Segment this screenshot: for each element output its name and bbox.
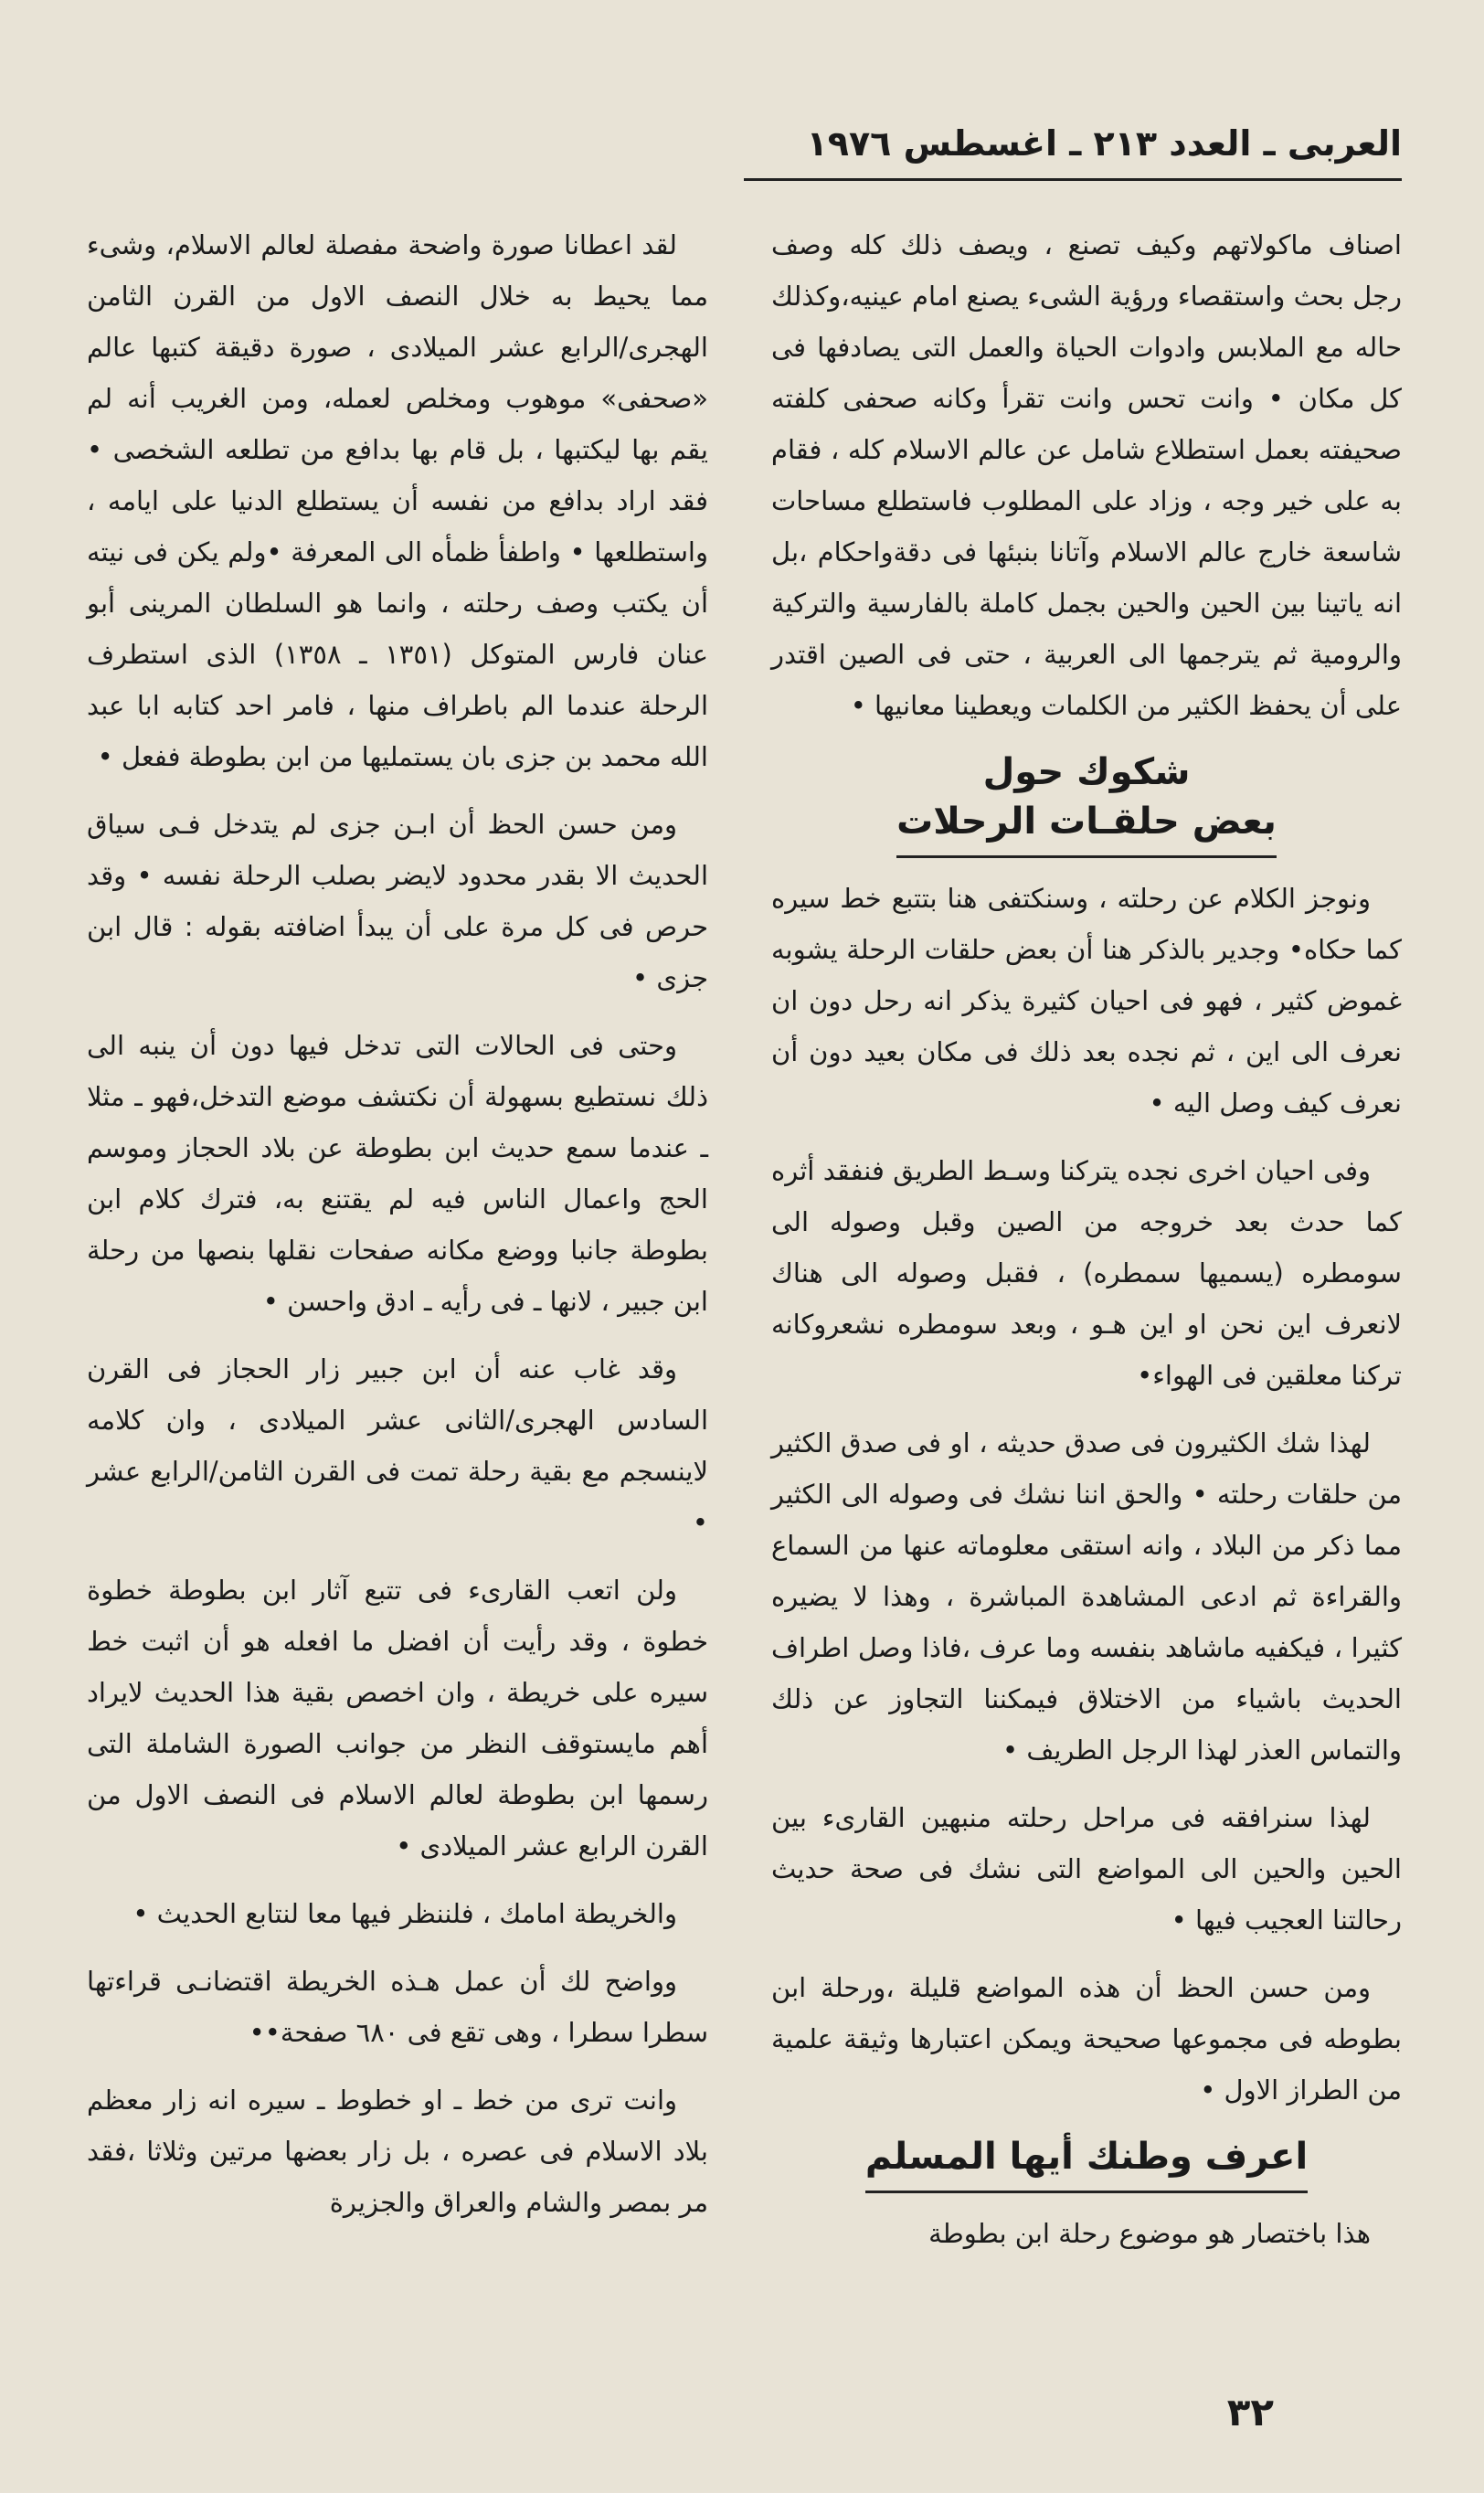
paragraph: وواضح لك أن عمل هـذه الخريطة اقتضانـى قراءتها سطرا سطرا ، وهى تقع فى ٦٨٠ صفحة••: [87, 1966, 708, 2048]
right-column: [771, 219, 1402, 2276]
paragraph: هذا باختصار هو موضوع رحلة ابن بطوطة: [928, 2218, 1371, 2249]
paragraph: وانت ترى من خط ـ او خطوط ـ سيره انه زار معظم بلاد الاسلام فى عصره ، بل زار بعضها مرتين وثلاثا ،فقد مر بمصر والشام والعراق والجزيرة: [87, 2085, 708, 2218]
paragraph: وقد غاب عنه أن ابن جبير زار الحجاز فى القرن السادس الهجرى/الثانى عشر الميلادى ، وان كلامه لاينسجم مع بقية رحلة تمت فى القرن الثامن/الرابع عشر •: [87, 1353, 708, 1538]
paragraph: لهذا سنرافقه فى مراحل رحلته منبهين القارىء بين الحين والحين الى المواضع التى نشك فى صحة حديث رحالتنا العجيب فيها •: [771, 1802, 1402, 1936]
paragraph: وحتى فى الحالات التى تدخل فيها دون أن ينبه الى ذلك نستطيع بسهولة أن نكتشف موضع التدخل،فهو ـ مثلا ـ عندما سمع حديث ابن بطوطة عن بلاد الحجاز وموسم الحج واعمال الناس فيه لم يقتنع به، فترك كلام ابن بطوطة جانبا ووضع مكانه صفحات نقلها بنصها من رحلة ابن جبير ، لانها ـ فى رأيه ـ ادق واحسن •: [87, 1030, 708, 1317]
section-heading: [771, 748, 1402, 858]
paragraph: لقد اعطانا صورة واضحة مفصلة لعالم الاسلام، وشىء مما يحيط به خلال النصف الاول من القرن الثامن الهجرى/الرابع عشر الميلادى ، صورة دقيقة كتبها عالم «صحفى» موهوب ومخلص لعمله، ومن الغريب أنه لم يقم بها ليكتبها ، بل قام بها بدافع من تطلعه الشخصى • فقد اراد بدافع من نفسه أن يستطلع الدنيا على ايامه ، واستطلعها • واطفأ ظمأه الى المعرفة •ولم يكن فى نيته أن يكتب وصف رحلته ، وانما هو السلطان المرينى أبو عنان فارس المتوكل (١٣٥١ ـ ١٣٥٨) الذى استطرف الرحلة عندما الم باطراف منها ، فامر احد كتابه ابا عبد الله محمد بن جزى بان يستمليها من ابن بطوطة ففعل •: [87, 229, 708, 772]
left-column: [87, 219, 708, 2244]
paragraph: اصناف ماكولاتهم وكيف تصنع ، ويصف ذلك كله وصف رجل بحث واستقصاء ورؤية الشىء يصنع امام عينيه،وكذلك حاله مع الملابس وادوات الحياة والعمل التى يصادفها فى كل مكان • وانت تحس وانت تقرأ وكانه صحفى كلفته صحيفته بعمل استطلاع شامل عن عالم الاسلام كله ، فقام به على خير وجه ، وزاد على المطلوب فاستطلع مساحات شاسعة خارج عالم الاسلام وآتانا بنبئها فى دقةواحكام ،بل انه ياتينا بين الحين والحين بجمل كاملة بالفارسية والتركية والرومية ثم يترجمها الى العربية ، حتى فى الصين اقتدر على أن يحفظ الكثير من الكلمات ويعطينا معانيها •: [771, 229, 1402, 721]
paragraph: والخريطة امامك ، فلننظر فيها معا لنتابع الحديث •: [132, 1898, 677, 1929]
page-number: ٣٢: [1226, 2390, 1274, 2435]
header-divider: [744, 178, 1402, 181]
paragraph: ولن اتعب القارىء فى تتبع آثار ابن بطوطة خطوة خطوة ، وقد رأيت أن افضل ما افعله هو أن اثبت خط سيره على خريطة ، وان اخصص بقية هذا الحديث لايراد أهم مايستوقف النظر من جوانب الصورة الشاملة التى رسمها ابن بطوطة لعالم الاسلام فى النصف الاول من القرن الرابع عشر الميلادى •: [87, 1575, 708, 1862]
running-header: العربى ـ العدد ٢١٣ ـ اغسطس ١٩٧٦: [806, 123, 1402, 164]
paragraph: وفى احيان اخرى نجده يتركنا وسـط الطريق فنفقد أثره كما حدث بعد خروجه من الصين وقبل وصوله الى سومطره (يسميها سمطره) ، فقبل وصوله الى هناك لانعرف اين نحن او اين هـو ، وبعد سومطره نشعروكانه تركنا معلقين فى الهواء•: [771, 1155, 1402, 1391]
paragraph: ومن حسن الحظ أن هذه المواضع قليلة ،ورحلة ابن بطوطه فى مجموعها صحيحة ويمكن اعتبارها وثيقة علمية من الطراز الاول •: [771, 1972, 1402, 2106]
section-heading-line1: شكوك حول: [982, 751, 1191, 793]
section-heading-line2: بعض حلقـات الرحلات: [896, 797, 1277, 858]
section-heading: [771, 2132, 1402, 2193]
paragraph: ومن حسن الحظ أن ابـن جزى لم يتدخل فـى سياق الحديث الا بقدر محدود لايضر بصلب الرحلة نفسه • وقد حرص فى كل مرة على أن يبدأ اضافته بقوله : قال ابن جزى •: [87, 809, 708, 993]
paragraph: لهذا شك الكثيرون فى صدق حديثه ، او فى صدق الكثير من حلقات رحلته • والحق اننا نشك فى وصوله الى الكثير مما ذكر من البلاد ، وانه استقى معلوماته عنها من السماع والقراءة ثم ادعى المشاهدة المباشرة ، وهذا لا يضيره كثيرا ، فيكفيه ماشاهد بنفسه وما عرف ،فاذا وصل اطراف الحديث باشياء من الاختلاق فيمكننا التجاوز عن ذلك والتماس العذر لهذا الرجل الطريف •: [771, 1427, 1402, 1766]
paragraph: ونوجز الكلام عن رحلته ، وسنكتفى هنا بتتبع خط سيره كما حكاه• وجدير بالذكر هنا أن بعض حلقات الرحلة يشوبه غموض كثير ، فهو فى احيان كثيرة يذكر انه رحل دون ان نعرف الى اين ، ثم نجده بعد ذلك فى مكان بعيد دون أن نعرف كيف وصل اليه •: [771, 883, 1402, 1119]
section-heading-text: اعرف وطنك أيها المسلم: [865, 2132, 1308, 2193]
